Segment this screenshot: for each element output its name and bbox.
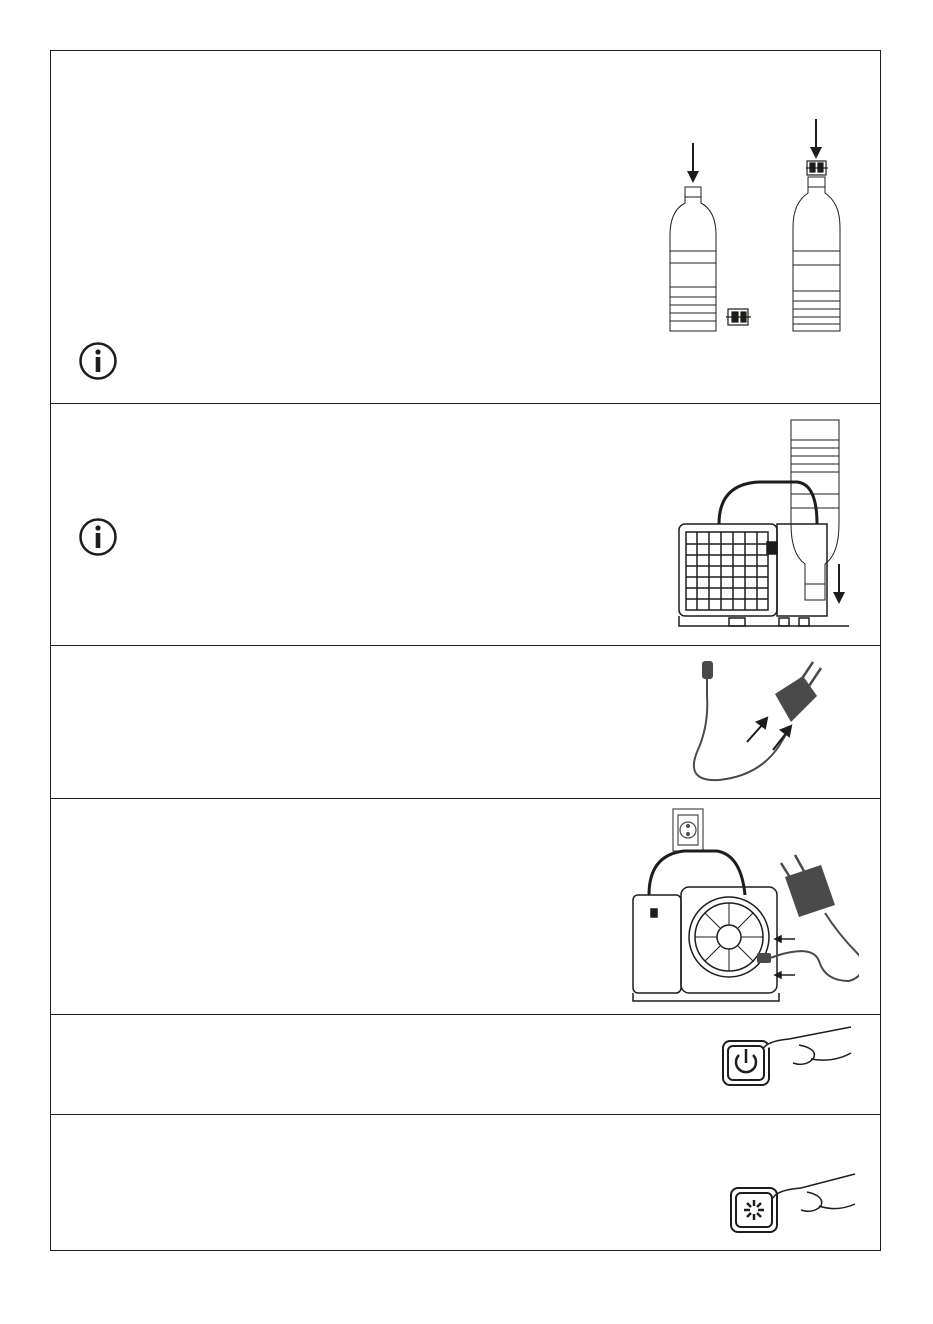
arrow-icon xyxy=(747,718,791,750)
wall-socket-icon xyxy=(673,809,703,851)
mode-button-illustration xyxy=(721,1170,861,1240)
arrow-down-icon xyxy=(833,564,845,604)
step-mode-button xyxy=(51,1115,880,1252)
air-cooler-icon xyxy=(633,851,779,1001)
adapter-icon xyxy=(806,161,828,175)
usb-cable-icon xyxy=(694,662,791,780)
instruction-sheet xyxy=(50,50,881,1251)
arrow-icon xyxy=(775,936,795,978)
step-bottle-adapter xyxy=(51,51,880,404)
finger-icon xyxy=(773,1174,855,1211)
mode-button-icon xyxy=(731,1188,777,1232)
info-icon xyxy=(78,517,118,557)
step-attach-bottle xyxy=(51,404,880,646)
power-adapter-icon xyxy=(757,855,859,981)
power-adapter-icon xyxy=(775,662,821,722)
finger-icon xyxy=(763,1027,851,1064)
info-icon xyxy=(78,341,118,381)
arrow-down-icon xyxy=(810,119,822,159)
power-button-illustration xyxy=(719,1023,859,1091)
arrow-down-icon xyxy=(687,143,699,183)
adapter-icon xyxy=(726,309,751,325)
bottle-icon xyxy=(670,187,716,331)
step-plug-in xyxy=(51,799,880,1015)
step-cable-adapter xyxy=(51,646,880,799)
attach-bottle-illustration xyxy=(669,414,849,639)
air-cooler-icon xyxy=(679,482,849,626)
bottle-icon xyxy=(793,177,840,331)
bottle-adapter-illustration xyxy=(656,111,856,341)
cable-adapter-illustration xyxy=(679,656,839,788)
plug-in-illustration xyxy=(629,805,859,1010)
step-power-button xyxy=(51,1015,880,1115)
power-button-icon xyxy=(723,1041,769,1085)
